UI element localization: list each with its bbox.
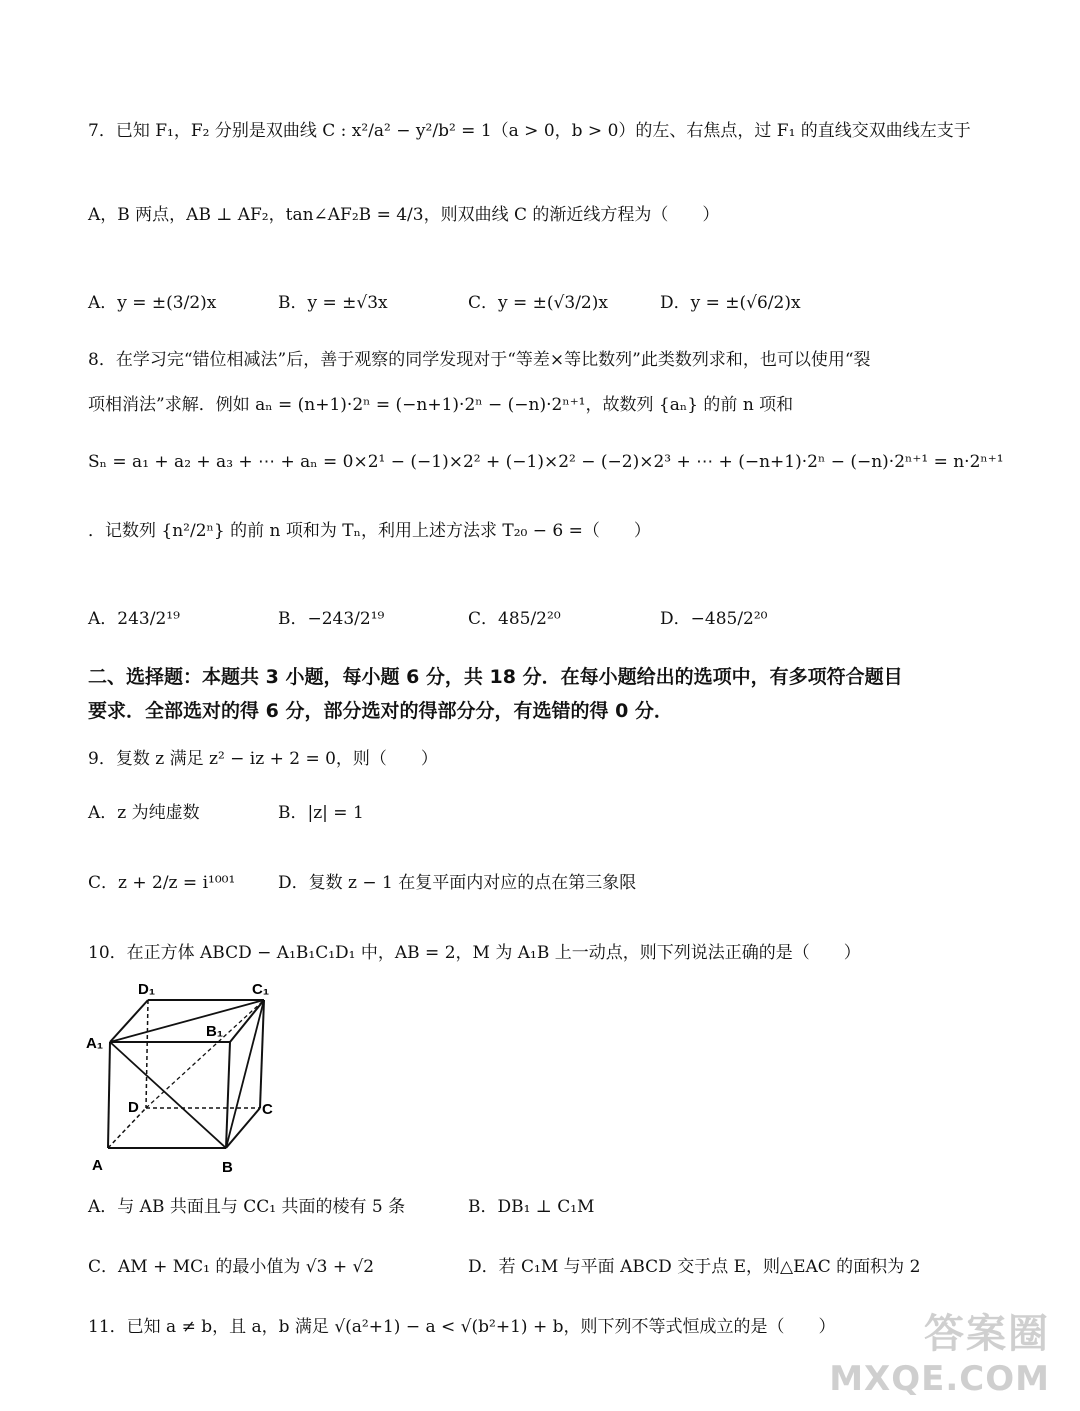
q7-option-a: A．y = ±(3/2)x [88, 293, 217, 313]
q7-stem-line2: A，B 两点，AB ⊥ AF₂，tan∠AF₂B = 4/3，则双曲线 C 的渐近线方程为（ ） [88, 205, 720, 225]
q8-stem-line2: 项相消法”求解．例如 aₙ = (n+1)·2ⁿ = (−n+1)·2ⁿ − (−n)·2ⁿ⁺¹，故数列 {aₙ} 的前 n 项和 [88, 395, 794, 415]
q7-option-c: C．y = ±(√3/2)x [468, 293, 608, 313]
q9-option-d: D．复数 z − 1 在复平面内对应的点在第三象限 [278, 873, 637, 893]
label-c1: C₁ [252, 981, 270, 998]
q8-option-d: D．−485/2²⁰ [660, 609, 768, 629]
q7-option-d: D．y = ±(√6/2)x [660, 293, 801, 313]
label-a: A [92, 1157, 103, 1174]
label-d: D [128, 1099, 139, 1116]
label-b1: B₁ [206, 1023, 224, 1040]
q9-option-b: B．|z| = 1 [278, 803, 364, 823]
q7-option-b: B．y = ±√3x [278, 293, 388, 313]
label-c: C [262, 1101, 273, 1118]
label-d1: D₁ [138, 981, 156, 998]
q9-stem: 9．复数 z 满足 z² − iz + 2 = 0，则（ ） [88, 749, 438, 769]
watermark-logo-text: 答案圈 [924, 1311, 1050, 1357]
q10-option-a: A．与 AB 共面且与 CC₁ 共面的棱有 5 条 [88, 1197, 406, 1217]
q8-stem-line4: ．记数列 {n²/2ⁿ} 的前 n 项和为 Tₙ，利用上述方法求 T₂₀ − 6 =（ ） [88, 521, 651, 541]
q8-option-c: C．485/2²⁰ [468, 609, 561, 629]
q8-option-b: B．−243/2¹⁹ [278, 609, 385, 629]
q10-option-b: B．DB₁ ⊥ C₁M [468, 1197, 595, 1217]
section2-heading-line1: 二、选择题：本题共 3 小题，每小题 6 分，共 18 分．在每小题给出的选项中，有多项符合题目 [88, 666, 903, 688]
q8-option-a: A．243/2¹⁹ [88, 609, 180, 629]
label-b: B [222, 1159, 233, 1176]
cube-diagram [86, 978, 286, 1178]
q10-option-c: C．AM + MC₁ 的最小值为 √3 + √2 [88, 1257, 375, 1277]
q8-stem-line1: 8．在学习完“错位相减法”后，善于观察的同学发现对于“等差×等比数列”此类数列求和，也可以使用“裂 [88, 350, 871, 370]
watermark-site: MXQE.COM [829, 1359, 1050, 1399]
q10-option-d: D．若 C₁M 与平面 ABCD 交于点 E，则△EAC 的面积为 2 [468, 1257, 921, 1277]
watermark [829, 1302, 1050, 1399]
q8-stem-line3: Sₙ = a₁ + a₂ + a₃ + ⋯ + aₙ = 0×2¹ − (−1)×2² + (−1)×2² − (−2)×2³ + ⋯ + (−n+1)·2ⁿ − (−n)·2ⁿ⁺¹ = n·2ⁿ⁺¹ [88, 452, 1004, 472]
label-a1: A₁ [86, 1035, 104, 1052]
q11-stem: 11．已知 a ≠ b，且 a，b 满足 √(a²+1) − a < √(b²+1) + b，则下列不等式恒成立的是（ ） [88, 1317, 836, 1337]
q7-stem-line1: 7．已知 F₁，F₂ 分别是双曲线 C : x²/a² − y²/b² = 1（a > 0，b > 0）的左、右焦点，过 F₁ 的直线交双曲线左支于 [88, 121, 971, 141]
q10-stem: 10．在正方体 ABCD − A₁B₁C₁D₁ 中，AB = 2，M 为 A₁B 上一动点，则下列说法正确的是（ ） [88, 943, 861, 963]
section2-heading-line2: 要求．全部选对的得 6 分，部分选对的得部分分，有选错的得 0 分． [88, 700, 673, 722]
q9-option-a: A．z 为纯虚数 [88, 803, 200, 823]
q9-option-c: C．z + 2/z = i¹⁰⁰¹ [88, 873, 236, 893]
cube-figure [86, 978, 286, 1178]
